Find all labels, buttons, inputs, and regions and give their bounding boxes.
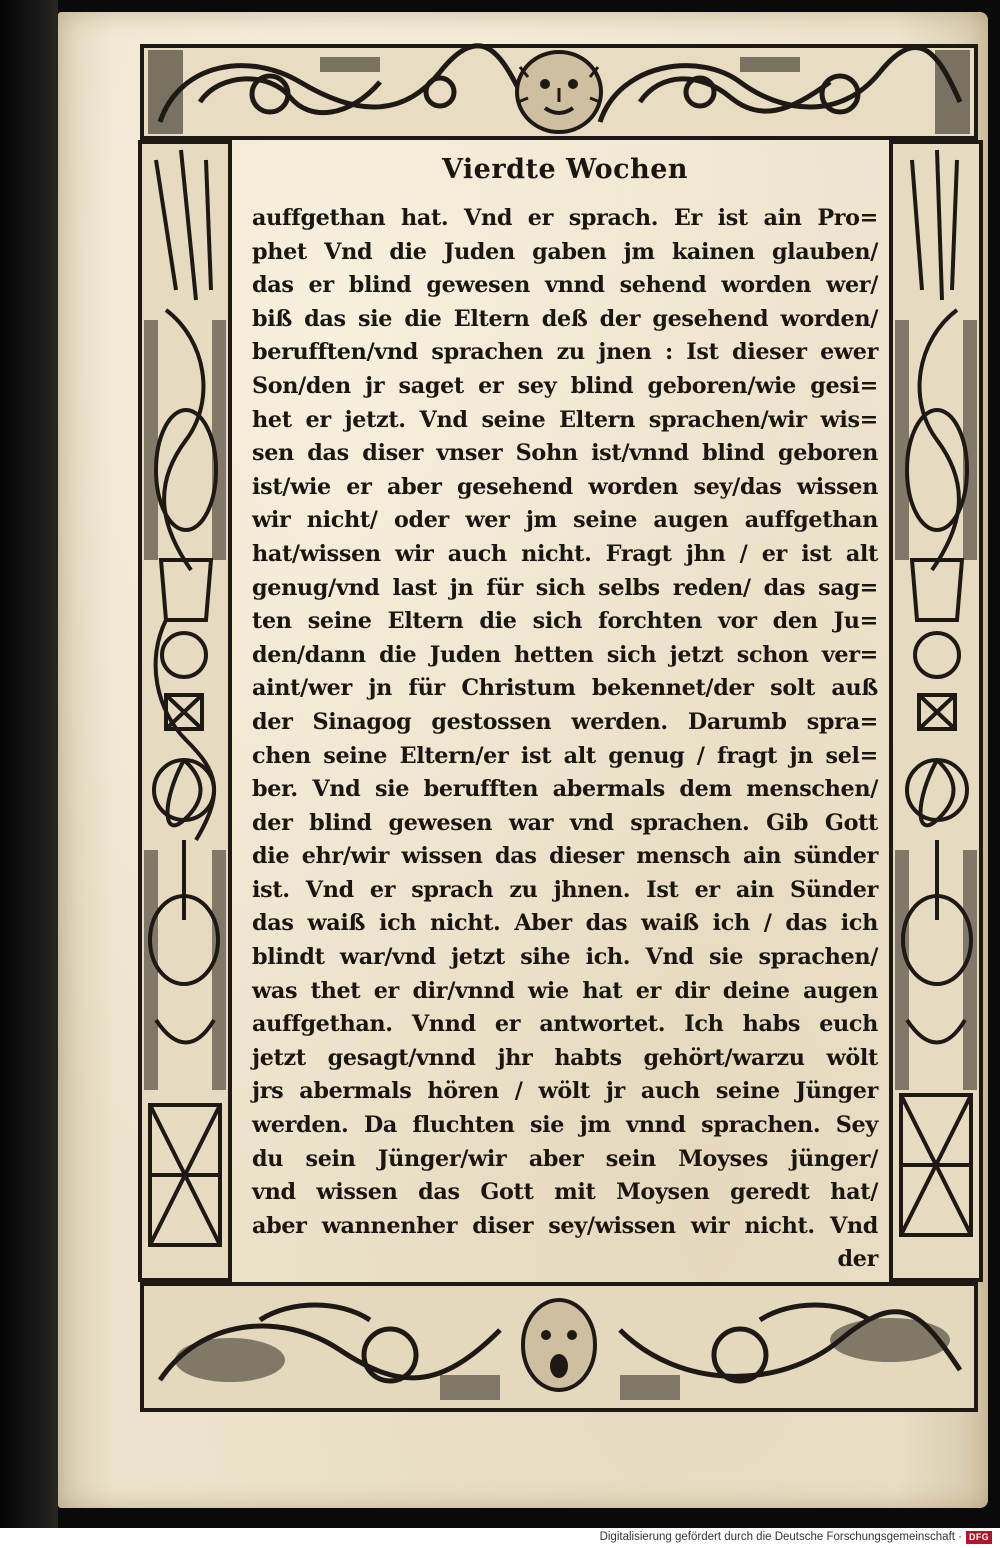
digitization-footer: [0, 1528, 1000, 1548]
text-line: auffgethan. Vnnd er antwortet. Ich habs euch: [252, 1011, 878, 1038]
text-line: sen das diser vnser Sohn ist/vnnd blind geboren: [252, 440, 878, 467]
dfg-logo: DFG: [966, 1531, 992, 1544]
text-line: vnd wissen das Gott mit Moysen geredt hat/: [252, 1179, 878, 1206]
text-line: chen seine Eltern/er ist alt genug / fragt jn sel=: [252, 742, 878, 769]
text-line: du sein Jünger/wir aber sein Moyses jünger/: [252, 1145, 878, 1172]
text-line: der blind gewesen war vnd sprachen. Gib Gott: [252, 809, 878, 836]
body-text: [252, 202, 878, 1277]
text-line: wir nicht/ oder wer jm seine augen auffgethan: [252, 507, 878, 534]
text-line: das waiß ich nicht. Aber das waiß ich / das ich: [252, 910, 878, 937]
text-line: ten seine Eltern die sich forchten vor den Ju=: [252, 608, 878, 635]
text-line: jetzt gesagt/vnnd jhr habts gehört/warzu wölt: [252, 1044, 878, 1071]
text-line: het er jetzt. Vnd seine Eltern sprachen/wir wis=: [252, 406, 878, 433]
text-line: was thet er dir/vnnd wie hat er dir deine augen: [252, 977, 878, 1004]
text-line: phet Vnd die Juden gaben jm kainen glauben/: [252, 238, 878, 265]
text-line: ber. Vnd sie berufften abermals dem menschen/: [252, 776, 878, 803]
funding-notice: Digitalisierung gefördert durch die Deutsche Forschungsgemeinschaft ·: [599, 1531, 962, 1543]
book-edge: [0, 0, 58, 1528]
text-line: die ehr/wir wissen das dieser mensch ain sünder: [252, 843, 878, 870]
text-line: den/dann die Juden hetten sich jetzt schon ver=: [252, 641, 878, 668]
text-line: jrs abermals hören / wölt jr auch seine Jünger: [252, 1078, 878, 1105]
text-line: berufften/vnd sprachen zu jnen : Ist dieser ewer: [252, 339, 878, 366]
text-line: werden. Da fluchten sie jm vnnd sprachen. Sey: [252, 1112, 878, 1139]
text-line: das er blind gewesen vnnd sehend worden wer/: [252, 272, 878, 299]
text-line: aint/wer jn für Christum bekennet/der solt auß: [252, 675, 878, 702]
text-line: ist/wie er aber gesehend worden sey/das wissen: [252, 473, 878, 500]
catchword: der: [837, 1246, 878, 1273]
mask-face-icon: [523, 1300, 595, 1390]
text-line: hat/wissen wir auch nicht. Fragt jhn / er ist alt: [252, 540, 878, 567]
lion-face-icon: [517, 52, 601, 132]
text-line: genug/vnd last jn für sich selbs reden/ das sag=: [252, 574, 878, 601]
woodcut-border-right: [887, 140, 985, 1282]
woodcut-border-top: [140, 42, 978, 142]
text-line: der Sinagog gestossen werden. Darumb spra=: [252, 708, 878, 735]
text-line: auffgethan hat. Vnd er sprach. Er ist ain Pro=: [252, 205, 878, 231]
text-line: Son/den jr saget er sey blind geboren/wie gesi=: [252, 372, 878, 399]
woodcut-border-bottom: [140, 1280, 978, 1415]
text-line: aber wannenher diser sey/wissen wir nicht. Vnd: [252, 1212, 878, 1239]
text-line: ist. Vnd er sprach zu jhnen. Ist er ain Sünder: [252, 876, 878, 903]
running-head: Vierdte Wochen: [441, 154, 689, 185]
text-line: blindt war/vnd jetzt sihe ich. Vnd sie sprachen/: [252, 944, 878, 971]
woodcut-border-left: [136, 140, 234, 1282]
text-block: [252, 140, 878, 1280]
text-line: biß das sie die Eltern deß der gesehend worden/: [252, 305, 878, 332]
